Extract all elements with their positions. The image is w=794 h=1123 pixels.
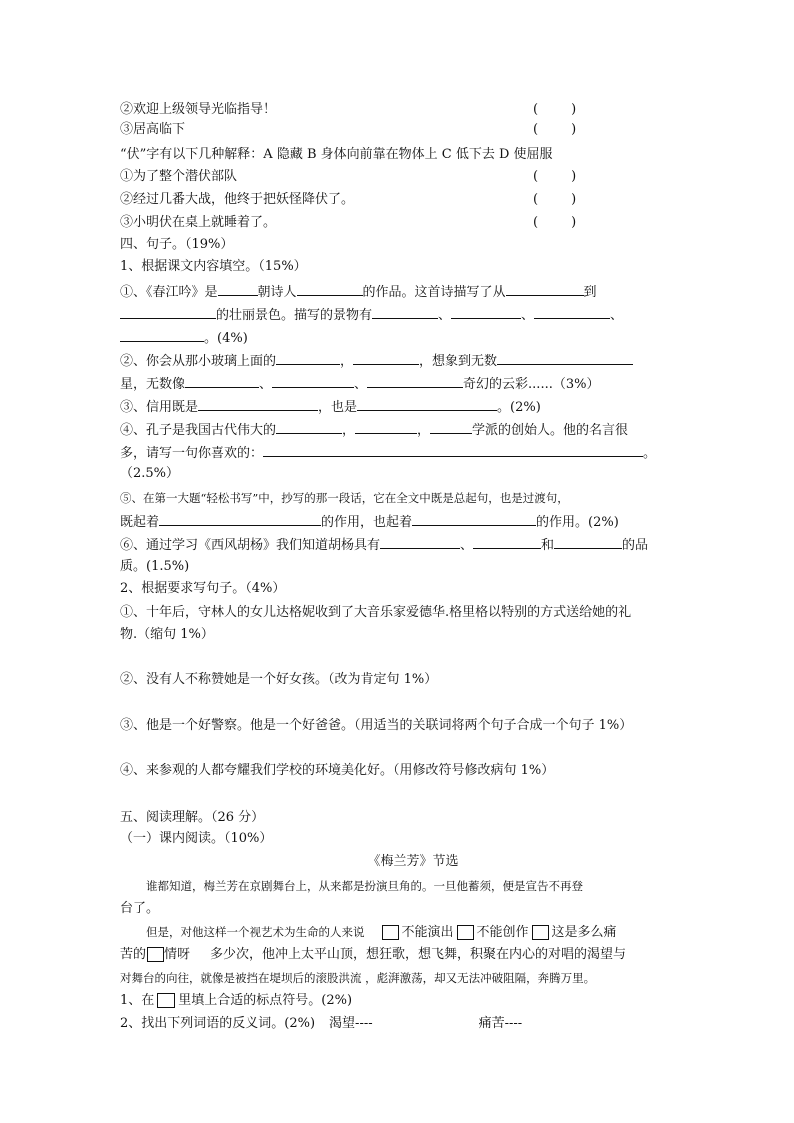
blank[interactable] [372, 304, 438, 319]
blank[interactable] [272, 373, 354, 388]
blank[interactable] [353, 350, 419, 365]
q6-line1: ⑥、通过学习《西风胡杨》我们知道胡杨具有 、 和 的品 [120, 534, 648, 554]
blank[interactable] [430, 419, 472, 434]
punctuation-box[interactable] [457, 925, 474, 940]
blank[interactable] [198, 396, 318, 411]
phrase-item-3: ③居高临下 [120, 122, 186, 137]
blank[interactable] [497, 350, 633, 365]
answer-paren: ( ) [533, 102, 577, 117]
fu-intro: “伏”字有以下几种解释：A 隐藏 B 身体向前靠在物体上 C 低下去 D 使屈服 [120, 147, 553, 162]
blank[interactable] [380, 534, 460, 549]
punctuation-box[interactable] [382, 925, 399, 940]
blank[interactable] [276, 350, 340, 365]
q5-line1: ⑤、在第一大题“轻松书写”中，抄写的那一段话，它在全文中既是总起句，也是过渡句， [120, 491, 569, 505]
blank[interactable] [263, 442, 643, 457]
fu-item-3: ③小明伏在桌上就睡着了。 [120, 215, 277, 230]
sec4-sub2: 2、根据要求写句子。（4%） [120, 581, 286, 596]
q1-line2: 的壮丽景色。描写的景物有 、 、 、 [120, 304, 623, 324]
passage-p2-line3: 对舞台的向往，就像是被挡在堤坝后的滚股洪流 ，彪湃激荡，却又无法冲破阻隔，奔腾万里。 [120, 971, 596, 985]
answer-paren: ( ) [533, 215, 577, 230]
blank[interactable] [218, 281, 258, 296]
rewrite-1-line1: ①、十年后，守林人的女儿达格妮收到了大音乐家爱德华.格里格以特别的方式送给她的礼 [120, 605, 632, 620]
blank[interactable] [120, 304, 216, 319]
answer-paren: ( ) [533, 192, 577, 207]
q3-line: ③、信用既是 ，也是 。(2%) [120, 396, 541, 416]
rewrite-3: ③、他是一个好警察。他是一个好爸爸。（用适当的关联词将两个句子合成一个句子 1%） [120, 718, 633, 733]
blank[interactable] [506, 281, 584, 296]
q4-line2: 多，请写一句你喜欢的： 。 [120, 442, 656, 462]
blank[interactable] [473, 534, 541, 549]
q5-line2: 既起着 的作用，也起着 的作用。(2%) [120, 511, 619, 531]
punctuation-box[interactable] [532, 925, 549, 940]
q1-line1: ①、《春江吟》是 朝诗人 的作品。这首诗描写了从 到 [120, 281, 597, 301]
passage-p2-line1: 但是，对他这样一个视艺术为生命的人来说 不能演出 不能创作 这是多么痛 [146, 925, 617, 940]
blank[interactable] [185, 373, 259, 388]
phrase-item-2: ②欢迎上级领导光临指导！ [120, 102, 277, 117]
fu-item-1: ①为了整个潜伏部队 [120, 169, 238, 184]
blank[interactable] [451, 304, 521, 319]
rewrite-4: ④、来参观的人都夸耀我们学校的环境美化好。（用修改符号修改病句 1%） [120, 763, 555, 778]
q6-line2: 质。(1.5%) [120, 559, 190, 574]
q4-line1: ④、孔子是我国古代伟大的 ， ， 学派的创始人。他的名言很 [120, 419, 628, 439]
rewrite-1-line2: 物.（缩句 1%） [120, 627, 214, 642]
sec5-sub1: （一）课内阅读。（10%） [120, 831, 273, 846]
sec4-sub1: 1、根据课文内容填空。（15%） [120, 259, 307, 274]
punctuation-box-sample [157, 993, 175, 1008]
task-1: 1、在 里填上合适的标点符号。(2%) [120, 993, 353, 1008]
blank[interactable] [534, 304, 610, 319]
blank[interactable] [412, 511, 536, 526]
section-4-title: 四、句子。（19%） [120, 237, 234, 252]
blank[interactable] [159, 511, 321, 526]
q2-line2: 星，无数像 、 、 奇幻的云彩......（3%） [120, 373, 599, 393]
section-5-title: 五、阅读理解。（26 分） [120, 810, 265, 825]
answer-paren: ( ) [533, 169, 577, 184]
blank[interactable] [355, 419, 417, 434]
passage-p1-line2: 台了。 [120, 901, 160, 916]
blank[interactable] [357, 396, 497, 411]
blank[interactable] [297, 281, 363, 296]
rewrite-2: ②、没有人不称赞她是一个好女孩。（改为肯定句 1%） [120, 672, 438, 687]
q2-line1: ②、你会从那小玻璃上面的 ， ，想象到无数 [120, 350, 633, 370]
passage-p1-line1: 谁都知道，梅兰芳在京剧舞台上，从来都是扮演旦角的。一旦他蓄须，便是宣告不再登 [146, 879, 583, 893]
blank[interactable] [554, 534, 622, 549]
q4-score: （2.5%） [120, 466, 180, 481]
q1-line3: 。(4%) [120, 327, 248, 347]
fu-item-2: ②经过几番大战，他终于把妖怪降伏了。 [120, 192, 355, 207]
blank[interactable] [367, 373, 463, 388]
blank[interactable] [120, 327, 204, 342]
blank[interactable] [276, 419, 342, 434]
passage-title: 《梅兰芳》节选 [367, 854, 459, 869]
task-2: 2、找出下列词语的反义词。(2%) 渴望---- 痛苦---- [120, 1016, 523, 1031]
punctuation-box[interactable] [147, 947, 164, 962]
passage-p2-line2: 苦的 情呀 多少次，他冲上太平山顶，想狂歌，想飞舞，积聚在内心的对唱的渴望与 [120, 947, 627, 962]
answer-paren: ( ) [533, 122, 577, 137]
